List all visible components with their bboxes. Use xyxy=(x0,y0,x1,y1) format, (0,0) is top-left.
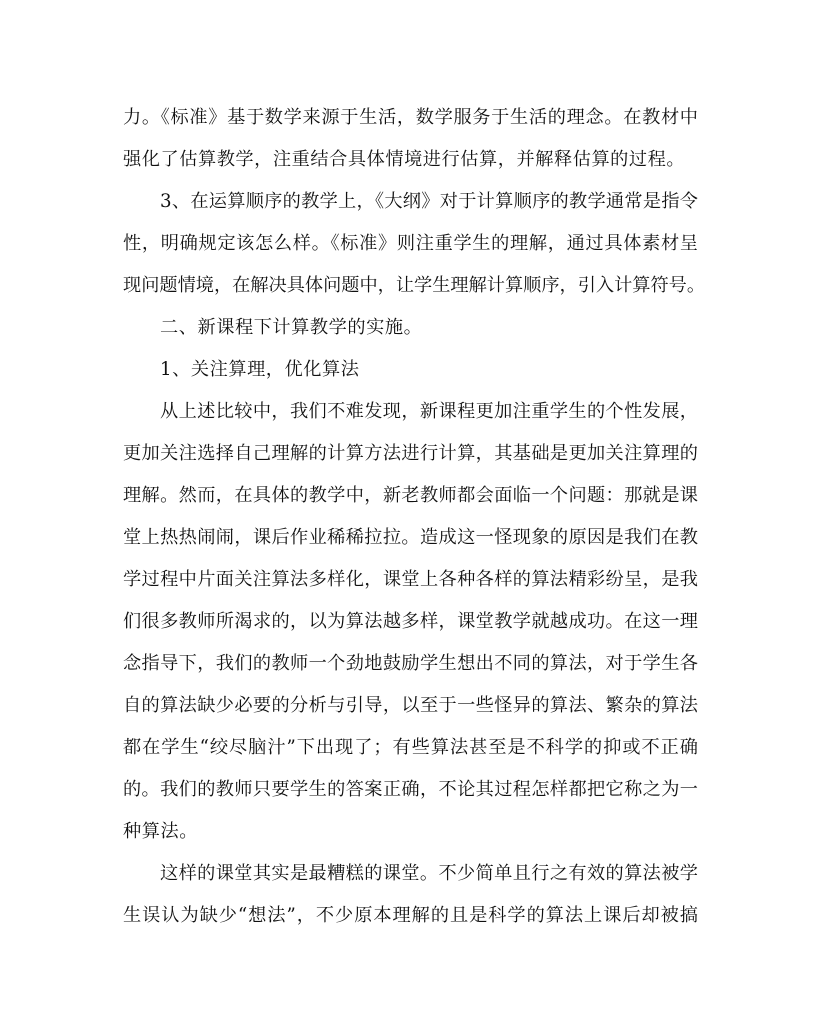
text-line: 这样的课堂其实是最糟糕的课堂。不少简单且行之有效的算法被学 xyxy=(160,863,698,884)
subsection-heading: 1、关注算理，优化算法 xyxy=(160,359,360,380)
text-line: 理解。然而，在具体的教学中，新老教师都会面临一个问题：那就是课 xyxy=(123,485,698,506)
text-line: 力。《标准》基于数学来源于生活，数学服务于生活的理念。在教材中 xyxy=(123,107,698,128)
text-line: 种算法。 xyxy=(123,821,198,842)
text-line: 从上述比较中，我们不难发现，新课程更加注重学生的个性发展， xyxy=(160,401,698,422)
text-line: 念指导下，我们的教师一个劲地鼓励学生想出不同的算法，对于学生各 xyxy=(123,653,698,674)
text-line: 们很多教师所渴求的，以为算法越多样，课堂教学就越成功。在这一理 xyxy=(123,611,698,632)
text-line: 生误认为缺少“想法”，不少原本理解的且是科学的算法上课后却被搞 xyxy=(123,905,698,926)
text-line: 性，明确规定该怎么样。《标准》则注重学生的理解，通过具体素材呈 xyxy=(123,233,698,254)
section-heading: 二、新课程下计算教学的实施。 xyxy=(160,317,423,338)
text-line: 学过程中片面关注算法多样化，课堂上各种各样的算法精彩纷呈，是我 xyxy=(123,569,698,590)
text-line: 都在学生“绞尽脑汁”下出现了；有些算法甚至是不科学的抑或不正确 xyxy=(123,737,698,758)
text-line: 强化了估算教学，注重结合具体情境进行估算，并解释估算的过程。 xyxy=(123,149,686,170)
text-line: 堂上热热闹闹，课后作业稀稀拉拉。造成这一怪现象的原因是我们在教 xyxy=(123,527,698,548)
text-line: 的。我们的教师只要学生的答案正确，不论其过程怎样都把它称之为一 xyxy=(123,779,698,800)
text-line: 3、在运算顺序的教学上，《大纲》对于计算顺序的教学通常是指令 xyxy=(160,191,698,212)
text-line: 现问题情境，在解决具体问题中，让学生理解计算顺序，引入计算符号。 xyxy=(123,275,706,296)
text-line: 自的算法缺少必要的分析与引导，以至于一些怪异的算法、繁杂的算法 xyxy=(123,695,698,716)
text-line: 更加关注选择自己理解的计算方法进行计算，其基础是更加关注算理的 xyxy=(123,443,698,464)
